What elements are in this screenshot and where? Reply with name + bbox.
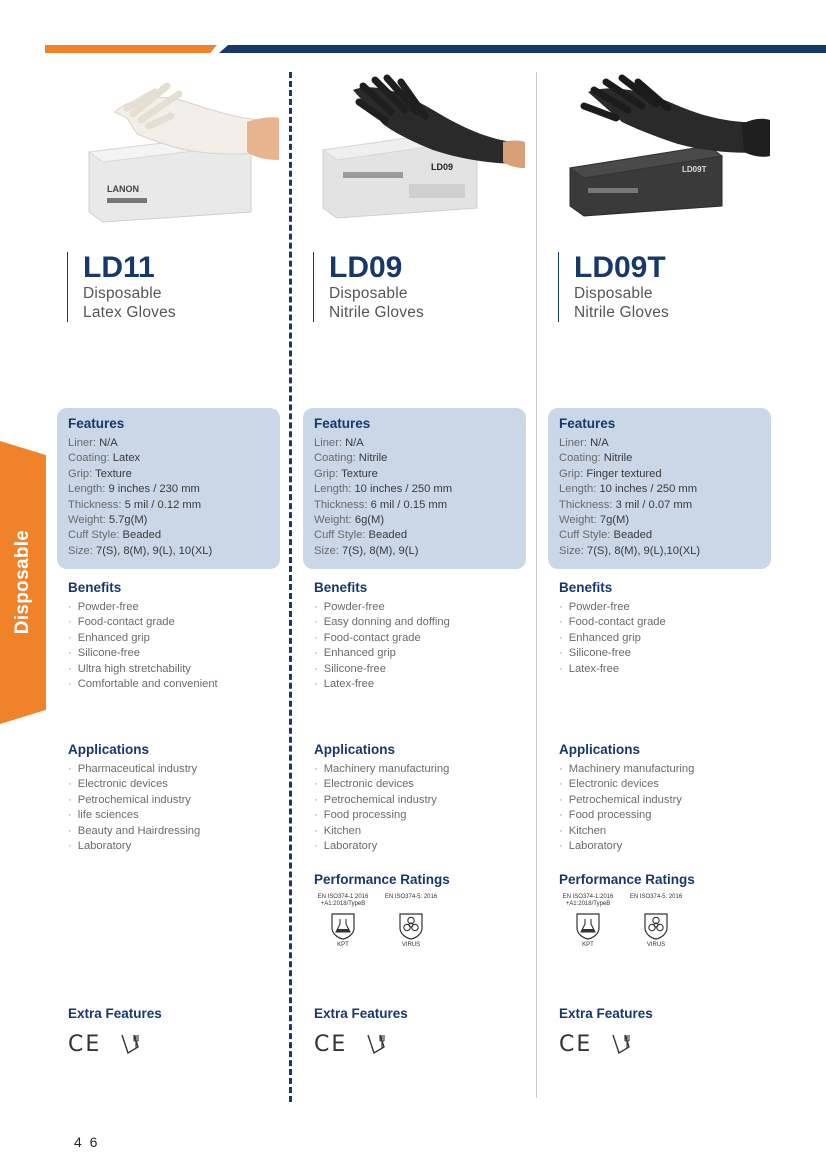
product-type-line2: Nitrile Gloves: [329, 304, 424, 321]
list-item: · Kitchen: [314, 824, 449, 839]
extra-features-heading: Extra Features: [68, 1006, 162, 1021]
product-type-line1: Disposable: [574, 285, 653, 302]
list-item: · Pharmaceutical industry: [68, 762, 200, 777]
model-header-ld11: [67, 252, 176, 322]
list-item: · Petrochemical industry: [68, 793, 200, 808]
list-item: · Silicone-free: [68, 646, 218, 661]
feature-grip: Grip: Finger textured: [559, 467, 662, 480]
feature-coating: Coating: Latex: [68, 452, 141, 465]
list-item: · Enhanced grip: [559, 631, 666, 646]
feature-cuff: Cuff Style: Beaded: [68, 529, 162, 542]
benefits-heading: Benefits: [314, 580, 368, 595]
list-item: · Food-contact grade: [314, 631, 450, 646]
model-code: LD09T: [574, 251, 666, 284]
extra-features-heading: Extra Features: [559, 1006, 653, 1021]
benefits-heading: Benefits: [559, 580, 613, 595]
list-item: · Laboratory: [559, 839, 694, 854]
list-item: · Electronic devices: [559, 777, 694, 792]
feature-liner: Liner: N/A: [68, 437, 118, 449]
feature-liner: Liner: N/A: [314, 437, 364, 449]
list-item: · Kitchen: [559, 824, 694, 839]
feature-thickness: Thickness: 3 mil / 0.07 mm: [559, 498, 693, 511]
list-item: · life sciences: [68, 808, 200, 823]
biohazard-shield-icon: [643, 912, 669, 940]
ce-mark-icon: CE: [68, 1032, 102, 1057]
list-item: · Laboratory: [68, 839, 200, 854]
extra-features-section-ld09t: [559, 1006, 653, 1062]
product-photo-ld11: [67, 72, 279, 232]
list-item: · Comfortable and convenient: [68, 677, 218, 692]
performance-ratings-section-ld09: [314, 872, 474, 954]
list-item: · Enhanced grip: [314, 646, 450, 661]
list-item: · Powder-free: [314, 600, 450, 615]
feature-size: Size: 7(S), 8(M), 9(L): [314, 544, 419, 557]
feature-thickness: Thickness: 6 mil / 0.15 mm: [314, 498, 448, 511]
food-safe-icon: [611, 1032, 631, 1056]
ce-mark-icon: CE: [559, 1032, 593, 1057]
product-type-line1: Disposable: [329, 285, 408, 302]
column-divider-dashed: [289, 72, 292, 1102]
feature-liner: Liner: N/A: [559, 437, 609, 449]
ce-mark-icon: CE: [314, 1032, 348, 1057]
performance-ratings-heading: Performance Ratings: [314, 872, 450, 887]
feature-size: Size: 7(S), 8(M), 9(L),10(XL): [559, 544, 701, 557]
feature-grip: Grip: Texture: [68, 467, 132, 480]
list-item: · Latex-free: [559, 662, 666, 677]
list-item: · Food-contact grade: [68, 615, 218, 630]
list-item: · Easy donning and doffing: [314, 615, 450, 630]
box-model-ld09: LD09: [431, 162, 454, 172]
features-heading: Features: [559, 416, 616, 431]
model-header-ld09t: [558, 252, 669, 322]
applications-heading: Applications: [559, 742, 641, 757]
feature-length: Length: 10 inches / 250 mm: [314, 483, 453, 496]
food-safe-icon: [366, 1032, 386, 1056]
model-header-ld09: [313, 252, 424, 322]
standard-label-en374-1: EN ISO374-1:2016 +A1:2018/TypeB: [317, 894, 369, 907]
standard-label-en374-5: EN ISO374-5: 2016: [629, 894, 683, 900]
box-model-ld09t: LD09T: [682, 165, 707, 174]
applications-heading: Applications: [314, 742, 396, 757]
list-item: · Food-contact grade: [559, 615, 666, 630]
model-code: LD09: [329, 251, 403, 284]
feature-cuff: Cuff Style: Beaded: [559, 529, 653, 542]
feature-length: Length: 9 inches / 230 mm: [68, 483, 200, 496]
performance-ratings-heading: Performance Ratings: [559, 872, 695, 887]
list-item: · Powder-free: [559, 600, 666, 615]
feature-thickness: Thickness: 5 mil / 0.12 mm: [68, 498, 202, 511]
feature-coating: Coating: Nitrile: [559, 452, 633, 465]
rating-caption-kpt: KPT: [337, 942, 349, 948]
feature-weight: Weight: 6g(M): [314, 514, 385, 527]
feature-size: Size: 7(S), 8(M), 9(L), 10(XL): [68, 544, 213, 557]
box-brand-ld11: LANON: [107, 184, 139, 194]
list-item: · Electronic devices: [314, 777, 449, 792]
product-type-line2: Nitrile Gloves: [574, 304, 669, 321]
column-divider-solid: [536, 72, 537, 1098]
extra-features-section-ld11: [68, 1006, 162, 1062]
benefits-heading: Benefits: [68, 580, 122, 595]
list-item: · Enhanced grip: [68, 631, 218, 646]
list-item: · Machinery manufacturing: [314, 762, 449, 777]
list-item: · Electronic devices: [68, 777, 200, 792]
food-safe-icon: [120, 1032, 140, 1056]
biohazard-shield-icon: [398, 912, 424, 940]
benefits-section-ld11: [68, 580, 218, 692]
list-item: · Food processing: [314, 808, 449, 823]
performance-ratings-section-ld09t: [559, 872, 719, 954]
standard-label-en374-1: EN ISO374-1:2016 +A1:2018/TypeB: [562, 894, 614, 907]
product-type-line2: Latex Gloves: [83, 304, 176, 321]
product-photo-ld09: [313, 72, 525, 232]
list-item: · Beauty and Hairdressing: [68, 824, 200, 839]
product-column-ld11: [57, 0, 285, 1166]
feature-cuff: Cuff Style: Beaded: [314, 529, 408, 542]
list-item: · Petrochemical industry: [314, 793, 449, 808]
benefits-section-ld09t: [559, 580, 666, 677]
features-heading: Features: [68, 416, 125, 431]
rating-caption-virus: VIRUS: [646, 942, 666, 948]
applications-section-ld09t: [559, 742, 694, 854]
extra-features-section-ld09: [314, 1006, 408, 1062]
list-item: · Silicone-free: [559, 646, 666, 661]
model-code: LD11: [83, 251, 155, 284]
product-photo-ld09t: [558, 72, 770, 232]
list-item: · Machinery manufacturing: [559, 762, 694, 777]
extra-features-heading: Extra Features: [314, 1006, 408, 1021]
product-column-ld09: [303, 0, 531, 1166]
list-item: · Ultra high stretchability: [68, 662, 218, 677]
feature-weight: Weight: 7g(M): [559, 514, 630, 527]
page-number: 4 6: [74, 1134, 100, 1150]
list-item: · Food processing: [559, 808, 694, 823]
features-panel-ld09: [303, 408, 526, 569]
list-item: · Powder-free: [68, 600, 218, 615]
standard-label-en374-5: EN ISO374-5: 2016: [384, 894, 438, 900]
feature-coating: Coating: Nitrile: [314, 452, 388, 465]
rating-caption-kpt: KPT: [582, 942, 594, 948]
feature-length: Length: 10 inches / 250 mm: [559, 483, 698, 496]
features-panel-ld11: [57, 408, 280, 569]
features-panel-ld09t: [548, 408, 771, 569]
applications-section-ld11: [68, 742, 200, 854]
features-heading: Features: [314, 416, 371, 431]
product-column-ld09t: [548, 0, 776, 1166]
chemical-flask-shield-icon: [575, 912, 601, 940]
list-item: · Petrochemical industry: [559, 793, 694, 808]
section-label: Disposable: [12, 529, 33, 635]
feature-weight: Weight: 5.7g(M): [68, 514, 148, 527]
rating-caption-virus: VIRUS: [401, 942, 421, 948]
product-type-line1: Disposable: [83, 285, 162, 302]
benefits-section-ld09: [314, 580, 450, 692]
list-item: · Latex-free: [314, 677, 450, 692]
list-item: · Silicone-free: [314, 662, 450, 677]
feature-grip: Grip: Texture: [314, 467, 378, 480]
list-item: · Laboratory: [314, 839, 449, 854]
applications-heading: Applications: [68, 742, 150, 757]
applications-section-ld09: [314, 742, 449, 854]
chemical-flask-shield-icon: [330, 912, 356, 940]
